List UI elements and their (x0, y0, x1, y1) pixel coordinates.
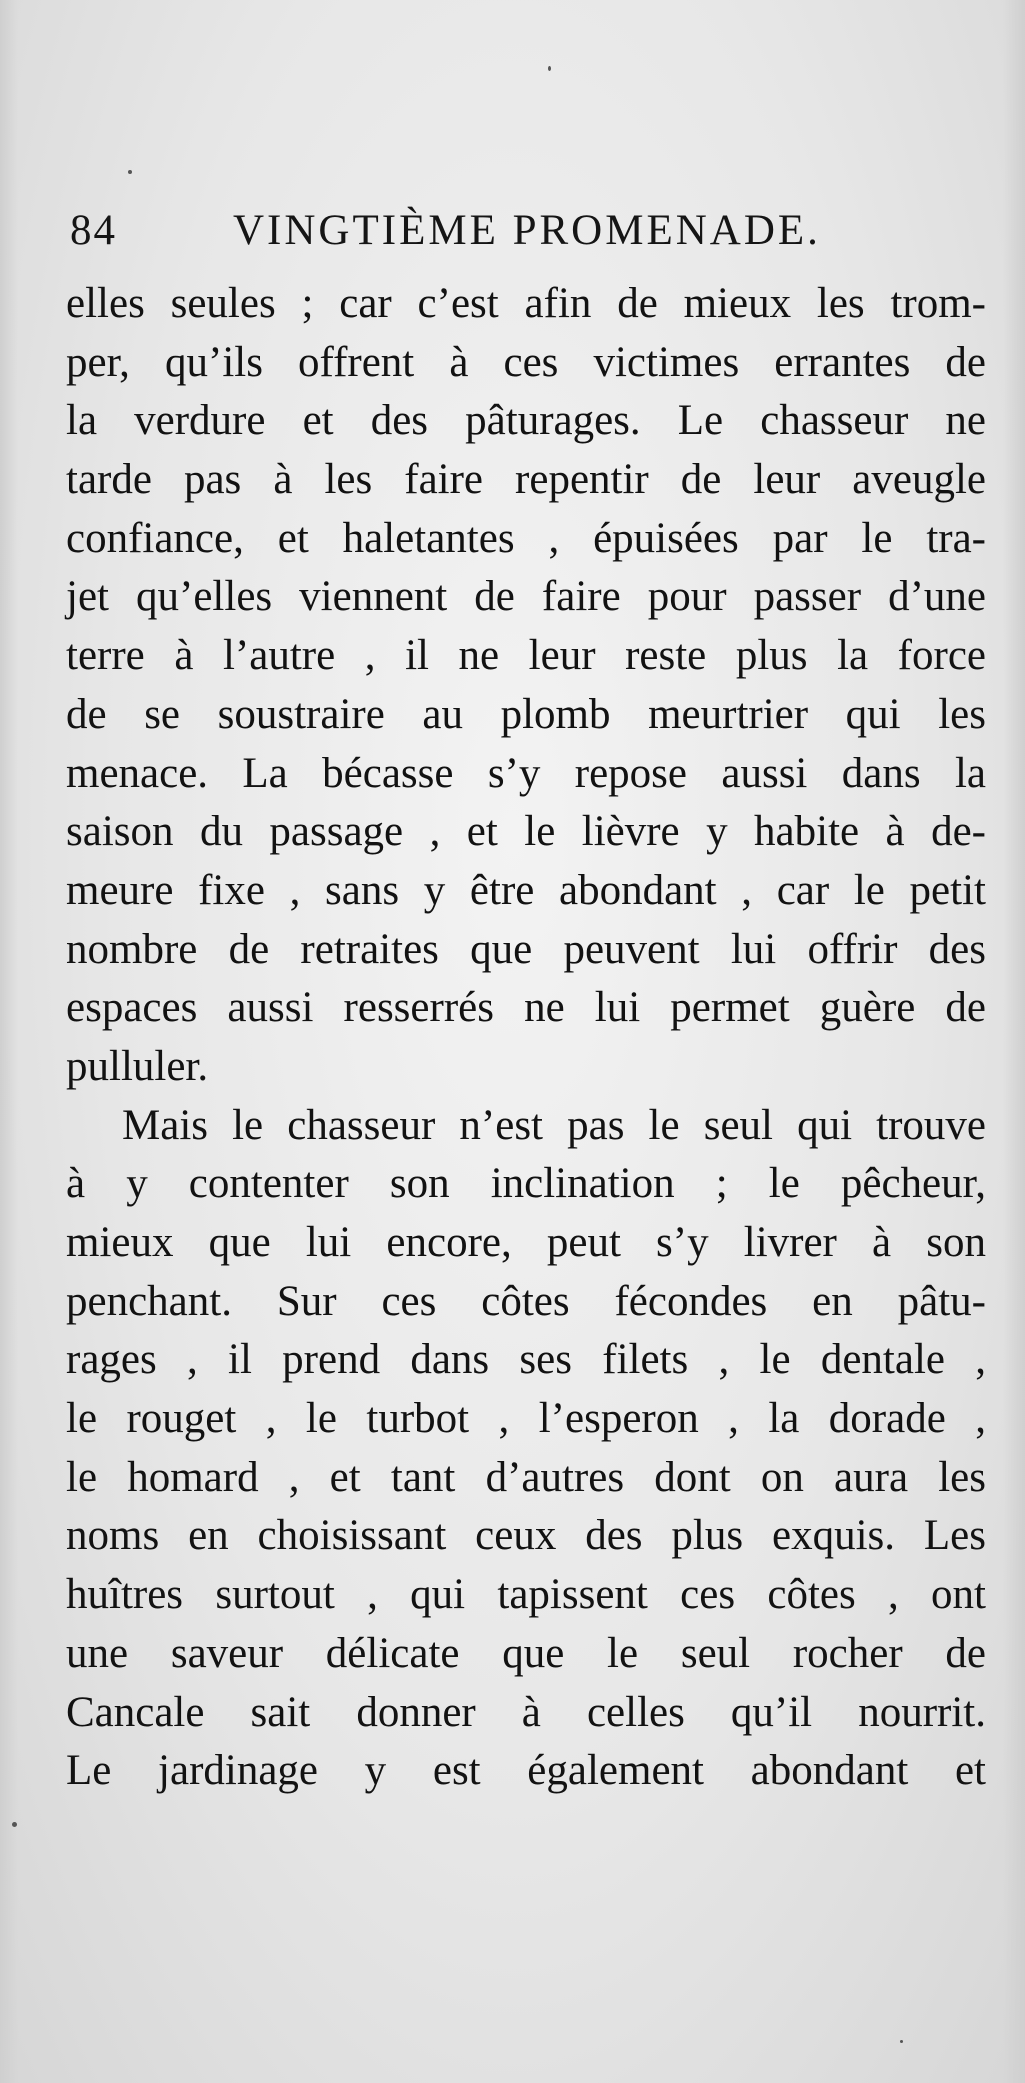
text-line: terre à l’autre , il ne leur reste plus la force (66, 632, 986, 680)
text-line: Cancale sait donner à celles qu’il nourrit. (66, 1688, 986, 1736)
page-header (70, 206, 970, 266)
text-line: noms en choisissant ceux des plus exquis. Les (66, 1512, 986, 1560)
text-line: rages , il prend dans ses filets , le dentale , (66, 1336, 986, 1384)
text-line: jet qu’elles viennent de faire pour passer d’une (66, 573, 986, 621)
text-line: per, qu’ils offrent à ces victimes errantes de (66, 338, 986, 386)
paper-speck (548, 66, 551, 71)
text-line: penchant. Sur ces côtes fécondes en pâtu- (66, 1277, 986, 1325)
text-line: espaces aussi resserrés ne lui permet guère de (66, 984, 986, 1032)
text-line: le homard , et tant d’autres dont on aura les (66, 1453, 986, 1501)
text-line: huîtres surtout , qui tapissent ces côtes , ont (66, 1571, 986, 1619)
paragraph-2 (66, 1097, 986, 1801)
paragraph-1 (66, 275, 986, 1097)
text-line: elles seules ; car c’est afin de mieux les trom- (66, 280, 986, 327)
paper-speck (128, 170, 132, 174)
text-line: pulluler. (66, 1042, 209, 1090)
text-line: Mais le chasseur n’est pas le seul qui trouve (122, 1101, 986, 1149)
text-line: meure fixe , sans y être abondant , car le petit (66, 866, 986, 914)
running-head: VINGTIÈME PROMENADE. (233, 207, 821, 254)
paper-speck (900, 2040, 903, 2043)
page-number: 84 (70, 207, 117, 254)
text-line: le rouget , le turbot , l’esperon , la dorade , (66, 1395, 986, 1443)
text-line: mieux que lui encore, peut s’y livrer à son (66, 1219, 986, 1266)
paper-speck (12, 1822, 17, 1827)
body-text (66, 275, 986, 1801)
text-line: la verdure et des pâturages. Le chasseur ne (66, 397, 986, 445)
page-right-edge-shadow (1003, 0, 1025, 2083)
page-left-edge-shadow (0, 0, 18, 2083)
text-line: une saveur délicate que le seul rocher de (66, 1629, 986, 1677)
text-line: de se soustraire au plomb meurtrier qui les (66, 690, 986, 738)
text-line: tarde pas à les faire repentir de leur aveugle (66, 456, 986, 504)
text-line: saison du passage , et le lièvre y habite à de- (66, 808, 986, 856)
text-line: à y contenter son inclination ; le pêcheur, (66, 1160, 986, 1208)
text-line: Le jardinage y est également abondant et (66, 1747, 986, 1795)
text-line: menace. La bécasse s’y repose aussi dans la (66, 749, 986, 797)
text-line: confiance, et haletantes , épuisées par le tra- (66, 514, 986, 562)
text-line: nombre de retraites que peuvent lui offrir des (66, 925, 986, 973)
